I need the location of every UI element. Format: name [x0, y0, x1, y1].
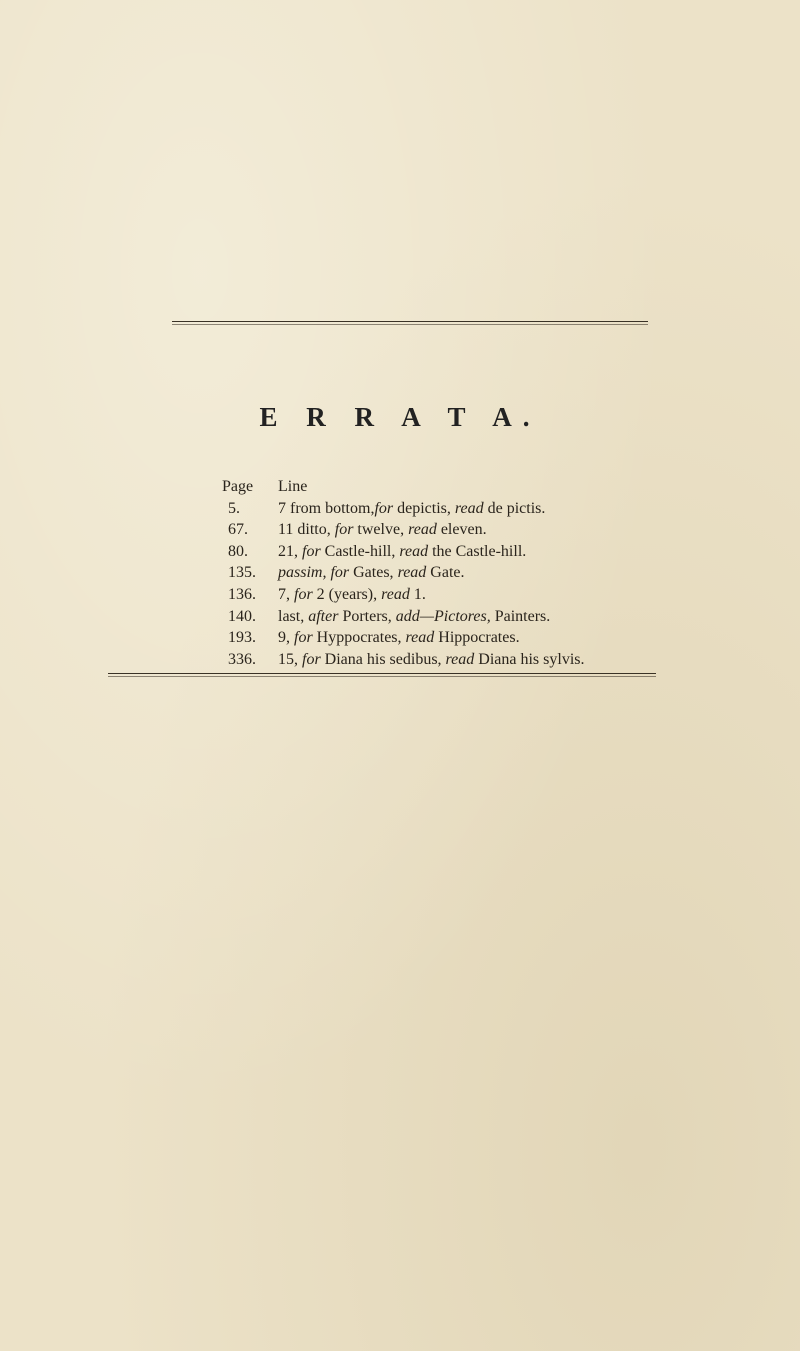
- errata-row: [228, 498, 628, 520]
- errata-row: [228, 541, 628, 563]
- errata-correction: last, after Porters, add—Pictores, Painters.: [278, 607, 551, 625]
- errata-header-row: [222, 476, 628, 498]
- errata-row: [228, 519, 628, 541]
- errata-page-number: 136.: [228, 585, 256, 603]
- errata-row: [228, 627, 628, 649]
- errata-page-number: 140.: [228, 607, 256, 625]
- bottom-rule-secondary: [108, 676, 656, 677]
- top-rule: [172, 321, 648, 322]
- errata-row: [228, 584, 628, 606]
- errata-correction: 15, for Diana his sedibus, read Diana his sylvis.: [278, 650, 585, 668]
- errata-page-number: 135.: [228, 564, 256, 582]
- errata-correction: 9, for Hyppocrates, read Hippocrates.: [278, 629, 520, 647]
- errata-page-number: 67.: [228, 521, 248, 539]
- errata-correction: 7 from bottom,for depictis, read de pictis.: [278, 499, 546, 517]
- errata-row: [228, 649, 628, 671]
- bottom-rule: [108, 673, 656, 674]
- errata-row: [228, 606, 628, 628]
- top-rule-secondary: [172, 324, 648, 325]
- errata-title: E R R A T A.: [259, 402, 541, 432]
- errata-table: [222, 476, 628, 670]
- page-column-header: Page: [222, 478, 254, 495]
- errata-correction: passim, for Gates, read Gate.: [278, 564, 465, 582]
- errata-page-number: 5.: [228, 499, 240, 517]
- errata-correction: 21, for Castle-hill, read the Castle-hill.: [278, 542, 527, 560]
- errata-correction: 7, for 2 (years), read 1.: [278, 585, 426, 603]
- errata-page-number: 336.: [228, 650, 256, 668]
- line-column-header: Line: [278, 478, 308, 495]
- errata-correction: 11 ditto, for twelve, read eleven.: [278, 521, 487, 539]
- errata-page-number: 80.: [228, 542, 248, 560]
- errata-page-number: 193.: [228, 629, 256, 647]
- errata-row: [228, 562, 628, 584]
